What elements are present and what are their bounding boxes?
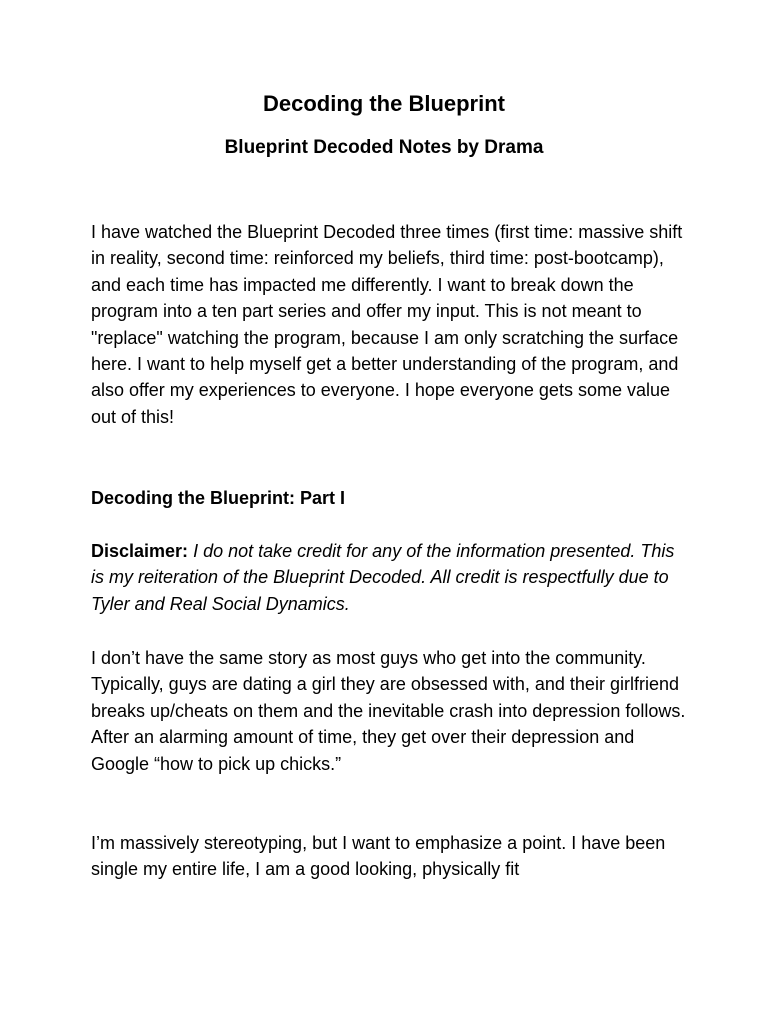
intro-paragraph: I have watched the Blueprint Decoded three times (first time: massive shift in reality, second time: reinforced my beliefs, third time: post-bootcamp), and each time has impacted me differently. I want to break down the program into a ten part series and offer my input. This is not meant to "replace" watching the program, because I am only scratching the surface here. I want to help myself get a better understanding of the program, and also offer my experiences to everyone. I hope everyone gets some value out of this! bbox=[91, 222, 683, 427]
document-title: Decoding the Blueprint bbox=[263, 91, 505, 116]
document-subtitle: Blueprint Decoded Notes by Drama bbox=[224, 137, 544, 158]
disclaimer-text: I do not take credit for any of the information presented. This is my reiteration of the Blueprint Decoded. All credit is respectfully due to Tyler and Real Social Dynamics. bbox=[91, 541, 675, 614]
disclaimer-paragraph bbox=[91, 538, 691, 617]
disclaimer-label: Disclaimer: bbox=[91, 541, 189, 561]
part-heading: Decoding the Blueprint: Part I bbox=[91, 488, 346, 508]
stereotype-paragraph: I’m massively stereotyping, but I want to emphasize a point. I have been single my entire life, I am a good looking, physically fit bbox=[91, 833, 666, 880]
story-paragraph: I don’t have the same story as most guys who get into the community. Typically, guys are dating a girl they are obsessed with, and their girlfriend breaks up/cheats on them and the inevitable crash into depression follows. After an alarming amount of time, they get over their depression and Google “how to pick up chicks.” bbox=[91, 648, 686, 774]
